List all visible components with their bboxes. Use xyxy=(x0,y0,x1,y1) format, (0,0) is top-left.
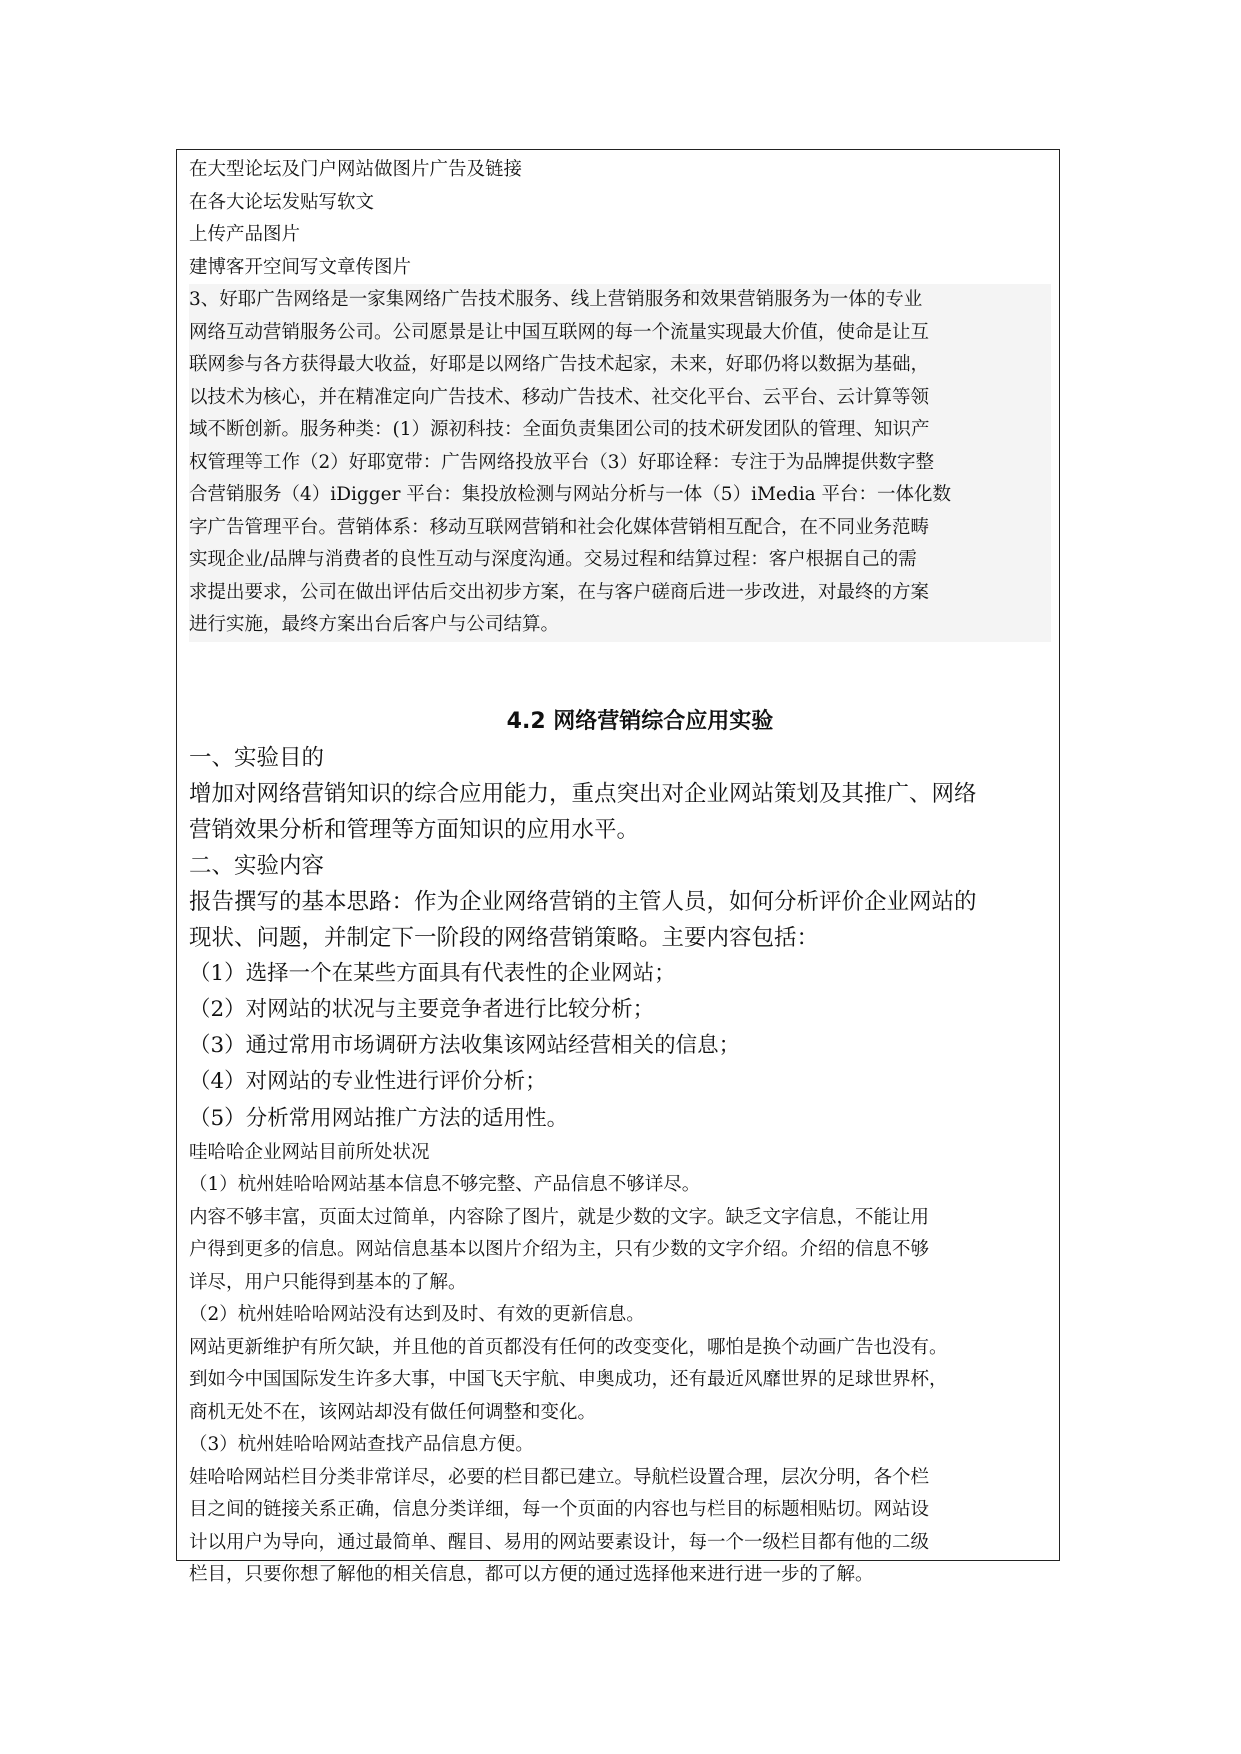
cell-content xyxy=(189,154,1051,1592)
analysis-point-title: （2）杭州娃哈哈网站没有达到及时、有效的更新信息。 xyxy=(189,1304,645,1326)
paragraph-line: 实现企业/品牌与消费者的良性互动与深度沟通。交易过程和结算过程：客户根据自己的需 xyxy=(189,549,917,570)
paragraph-line: 详尽，用户只能得到基本的了解。 xyxy=(189,1271,467,1293)
section-title: 4.2 网络营销综合应用实验 xyxy=(506,708,774,734)
paragraph-line: 网络互动营销服务公司。公司愿景是让中国互联网的每一个流量实现最大价值，使命是让互 xyxy=(189,321,930,343)
list-item: （3）通过常用市场调研方法收集该网站经营相关的信息； xyxy=(189,1033,741,1059)
paragraph-line: 营销效果分析和管理等方面知识的应用水平。 xyxy=(189,816,640,843)
paragraph-line: 进行实施，最终方案出台后客户与公司结算。 xyxy=(189,614,560,635)
paragraph-line: 到如今中国国际发生许多大事，中国飞天宇航、申奥成功，还有最近风靡世界的足球世界杯， xyxy=(189,1369,948,1391)
paragraph-line: 3、好耶广告网络是一家集网络广告技术服务、线上营销服务和效果营销服务为一体的专业 xyxy=(189,289,923,310)
content-heading: 二、实验内容 xyxy=(189,852,325,879)
content-item-list xyxy=(189,956,1051,1137)
experiment-content xyxy=(189,848,1051,956)
paragraph-line: 商机无处不在，该网站却没有做任何调整和变化。 xyxy=(189,1401,597,1423)
paragraph-line: 增加对网络营销知识的综合应用能力，重点突出对企业网站策划及其推广、网络 xyxy=(189,780,977,807)
paragraph-line: 内容不够丰富，页面太过简单，内容除了图片，就是少数的文字。缺乏文字信息，不能让用 xyxy=(189,1206,930,1228)
paragraph-line: 现状、问题，并制定下一阶段的网络营销策略。主要内容包括： xyxy=(189,924,820,951)
paragraph-line: 报告撰写的基本思路：作为企业网络营销的主管人员，如何分析评价企业网站的 xyxy=(189,888,977,915)
list-item: （4）对网站的专业性进行评价分析； xyxy=(189,1069,547,1095)
list-item: 在大型论坛及门户网站做图片广告及链接 xyxy=(189,159,523,180)
content-table-cell xyxy=(176,149,1060,1586)
paragraph-line: 以技术为核心，并在精准定向广告技术、移动广告技术、社交化平台、云平台、云计算等领 xyxy=(189,386,930,408)
paragraph-line: 栏目，只要你想了解他的相关信息，都可以方便的通过选择他来进行进一步的了解。 xyxy=(189,1564,874,1586)
paragraph-line: 户得到更多的信息。网站信息基本以图片介绍为主，只有少数的文字介绍。介绍的信息不够 xyxy=(189,1239,930,1261)
promotion-methods-list xyxy=(189,154,1051,284)
list-item: （5）分析常用网站推广方法的适用性。 xyxy=(189,1105,569,1131)
list-item: 上传产品图片 xyxy=(189,224,301,245)
paragraph-line: 联网参与各方获得最大收益，好耶是以网络广告技术起家，未来，好耶仍将以数据为基础， xyxy=(189,354,930,375)
list-item: 建博客开空间写文章传图片 xyxy=(189,256,412,278)
experiment-purpose xyxy=(189,740,1051,848)
list-item: （2）对网站的状况与主要竞争者进行比较分析； xyxy=(189,996,655,1022)
company-description-paragraph xyxy=(189,284,1051,642)
paragraph-line: 网站更新维护有所欠缺，并且他的首页都没有任何的改变变化，哪怕是换个动画广告也没有。 xyxy=(189,1336,948,1358)
list-item: 在各大论坛发贴写软文 xyxy=(189,191,375,213)
paragraph-line: 计以用户为导向，通过最简单、醒目、易用的网站要素设计，每一个一级栏目都有他的二级 xyxy=(189,1531,930,1553)
purpose-heading: 一、实验目的 xyxy=(189,744,325,771)
analysis-point-title: （1）杭州娃哈哈网站基本信息不够完整、产品信息不够详尽。 xyxy=(189,1174,701,1196)
blank-space xyxy=(189,642,1051,704)
analysis-point-title: （3）杭州娃哈哈网站查找产品信息方便。 xyxy=(189,1434,534,1456)
paragraph-line: 权管理等工作（2）好耶宽带：广告网络投放平台（3）好耶诠释：专注于为品牌提供数字整 xyxy=(189,451,935,473)
paragraph-line: 娃哈哈网站栏目分类非常详尽，必要的栏目都已建立。导航栏设置合理，层次分明，各个栏 xyxy=(189,1466,930,1488)
website-analysis xyxy=(189,1137,1051,1592)
paragraph-line: 求提出要求，公司在做出评估后交出初步方案，在与客户磋商后进一步改进，对最终的方案 xyxy=(189,581,930,603)
analysis-intro: 哇哈哈企业网站目前所处状况 xyxy=(189,1141,430,1163)
paragraph-line: 域不断创新。服务种类：(1）源初科技：全面负责集团公司的技术研发团队的管理、知识产 xyxy=(189,419,930,440)
paragraph-line: 合营销服务（4）iDigger 平台：集投放检测与网站分析与一体（5）iMedia 平台：一体化数 xyxy=(189,484,952,505)
paragraph-line: 目之间的链接关系正确，信息分类详细，每一个页面的内容也与栏目的标题相贴切。网站设 xyxy=(189,1499,930,1521)
list-item: （1）选择一个在某些方面具有代表性的企业网站； xyxy=(189,960,676,986)
paragraph-line: 字广告管理平台。营销体系：移动互联网营销和社会化媒体营销相互配合，在不同业务范畴 xyxy=(189,516,930,538)
